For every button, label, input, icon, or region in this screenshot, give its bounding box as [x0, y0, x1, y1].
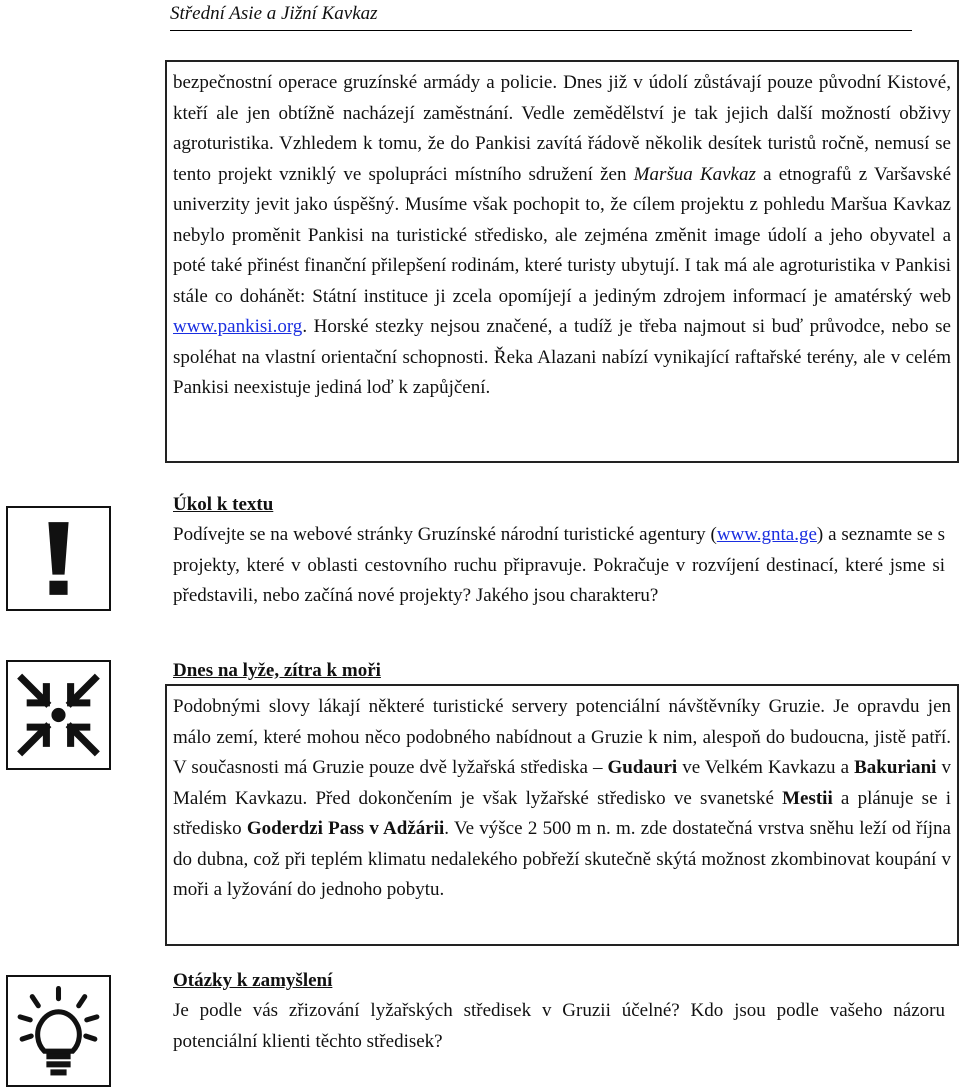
org-name: Maršua Kavkaz	[633, 163, 756, 185]
questions-paragraph: Je podle vás zřizování lyžařských středisek v Gruzii účelné? Kdo jsou podle vašeho názoru potenciální klienti těchto středisek?	[173, 1000, 945, 1052]
ski-paragraph	[173, 692, 951, 906]
ski-text-part4: a plánuje se i středisko	[173, 787, 951, 839]
resort-gudauri: Gudauri	[607, 757, 678, 778]
pankisi-text-part1: bezpečnostní operace gruzínské armády a policie. Dnes již v údolí zůstávají pouze původní Kistové, kteří ale jen obtížně nacházejí zaměstnání. Vedle zemědělství je tak jejich další možností obživy agroturistika. Vzhledem k tomu, že do Pankisi zavítá řádově několik desítek turistů ročně, nemusí se tento projekt vzniklý ve spolupráci místního sdružení žen	[173, 72, 951, 185]
ski-text-part2: ve Velkém Kavkazu a	[677, 757, 855, 778]
questions-heading: Otázky k zamyšlení	[173, 970, 333, 991]
exclamation-icon	[6, 506, 111, 611]
pankisi-link[interactable]: www.pankisi.org	[173, 316, 303, 337]
pankisi-paragraph	[173, 68, 951, 404]
gnta-link[interactable]: www.gnta.ge	[716, 524, 817, 545]
ski-text-part1: Podobnými slovy lákají některé turistické servery potenciální návštěvníky Gruzie. Je opravdu jen málo zemí, které mohou něco podobného nabídnout a Gruzie k nim, alespoň do budoucna, jistě patří. V současnosti má Gruzie pouze dvě lyžařská střediska –	[173, 696, 951, 778]
pankisi-text-box	[165, 60, 959, 463]
lightbulb-icon	[6, 975, 111, 1087]
focus-arrows-icon	[6, 660, 111, 770]
ski-text-part3: v Malém Kavkazu. Před dokončením je však lyžařské středisko ve svanetské	[173, 757, 952, 809]
task-section	[173, 490, 945, 612]
task-heading: Úkol k textu	[173, 494, 274, 515]
pankisi-text-part2: a etnografů z Varšavské univerzity jevit jako úspěšný. Musíme však pochopit to, že cílem projektu z pohledu Maršua Kavkaz nebylo proměnit Pankisi na turistické středisko, ale zejména změnit image údolí a jeho obyvatel a poté také přinést finanční přilepšení rodinám, které turisty ubytují. I tak má ale agroturistika v Pankisi stále co dohánět: Státní instituce ji zcela opomíjejí a jediným zdrojem informací je amatérský web	[173, 163, 951, 307]
resort-goderdzi: Goderdzi Pass v Adžárii	[246, 818, 445, 839]
resort-bakuriani: Bakuriani	[854, 757, 937, 778]
task-text-part1: Podívejte se na webové stránky Gruzínské národní turistické agentury (	[173, 524, 717, 545]
task-text-part2: ) a seznamte se s projekty, které v oblasti cestovního ruchu připravuje. Pokračuje v rozvíjení destinací, které jsme si představili, nebo začíná nové projekty? Jakého jsou charakteru?	[173, 524, 945, 606]
task-paragraph	[173, 520, 945, 612]
ski-text-part5: . Ve výšce 2 500 m n. m. zde dostatečná vrstva sněhu leží od října do dubna, což při teplém klimatu nedalekého pobřeží skutečně skýtá možnost zkombinovat koupání v moři a lyžování do jednoho pobytu.	[173, 818, 951, 900]
pankisi-text-part3: . Horské stezky nejsou značené, a tudíž je třeba najmout si buď průvodce, nebo se spoléhat na vlastní orientační schopnosti. Řeka Alazani nabízí vynikající raftařské terény, ale v celém Pankisi neexistuje jediná loď k zapůjčení.	[173, 316, 951, 398]
ski-heading: Dnes na lyže, zítra k moři	[173, 660, 381, 681]
ski-heading-wrap	[173, 656, 945, 686]
header-title: Střední Asie a Jižní Kavkaz	[170, 3, 378, 24]
resort-mestia: Mestii	[782, 787, 833, 809]
questions-section	[173, 966, 945, 1057]
running-header	[170, 2, 912, 31]
ski-text-box	[165, 684, 959, 946]
